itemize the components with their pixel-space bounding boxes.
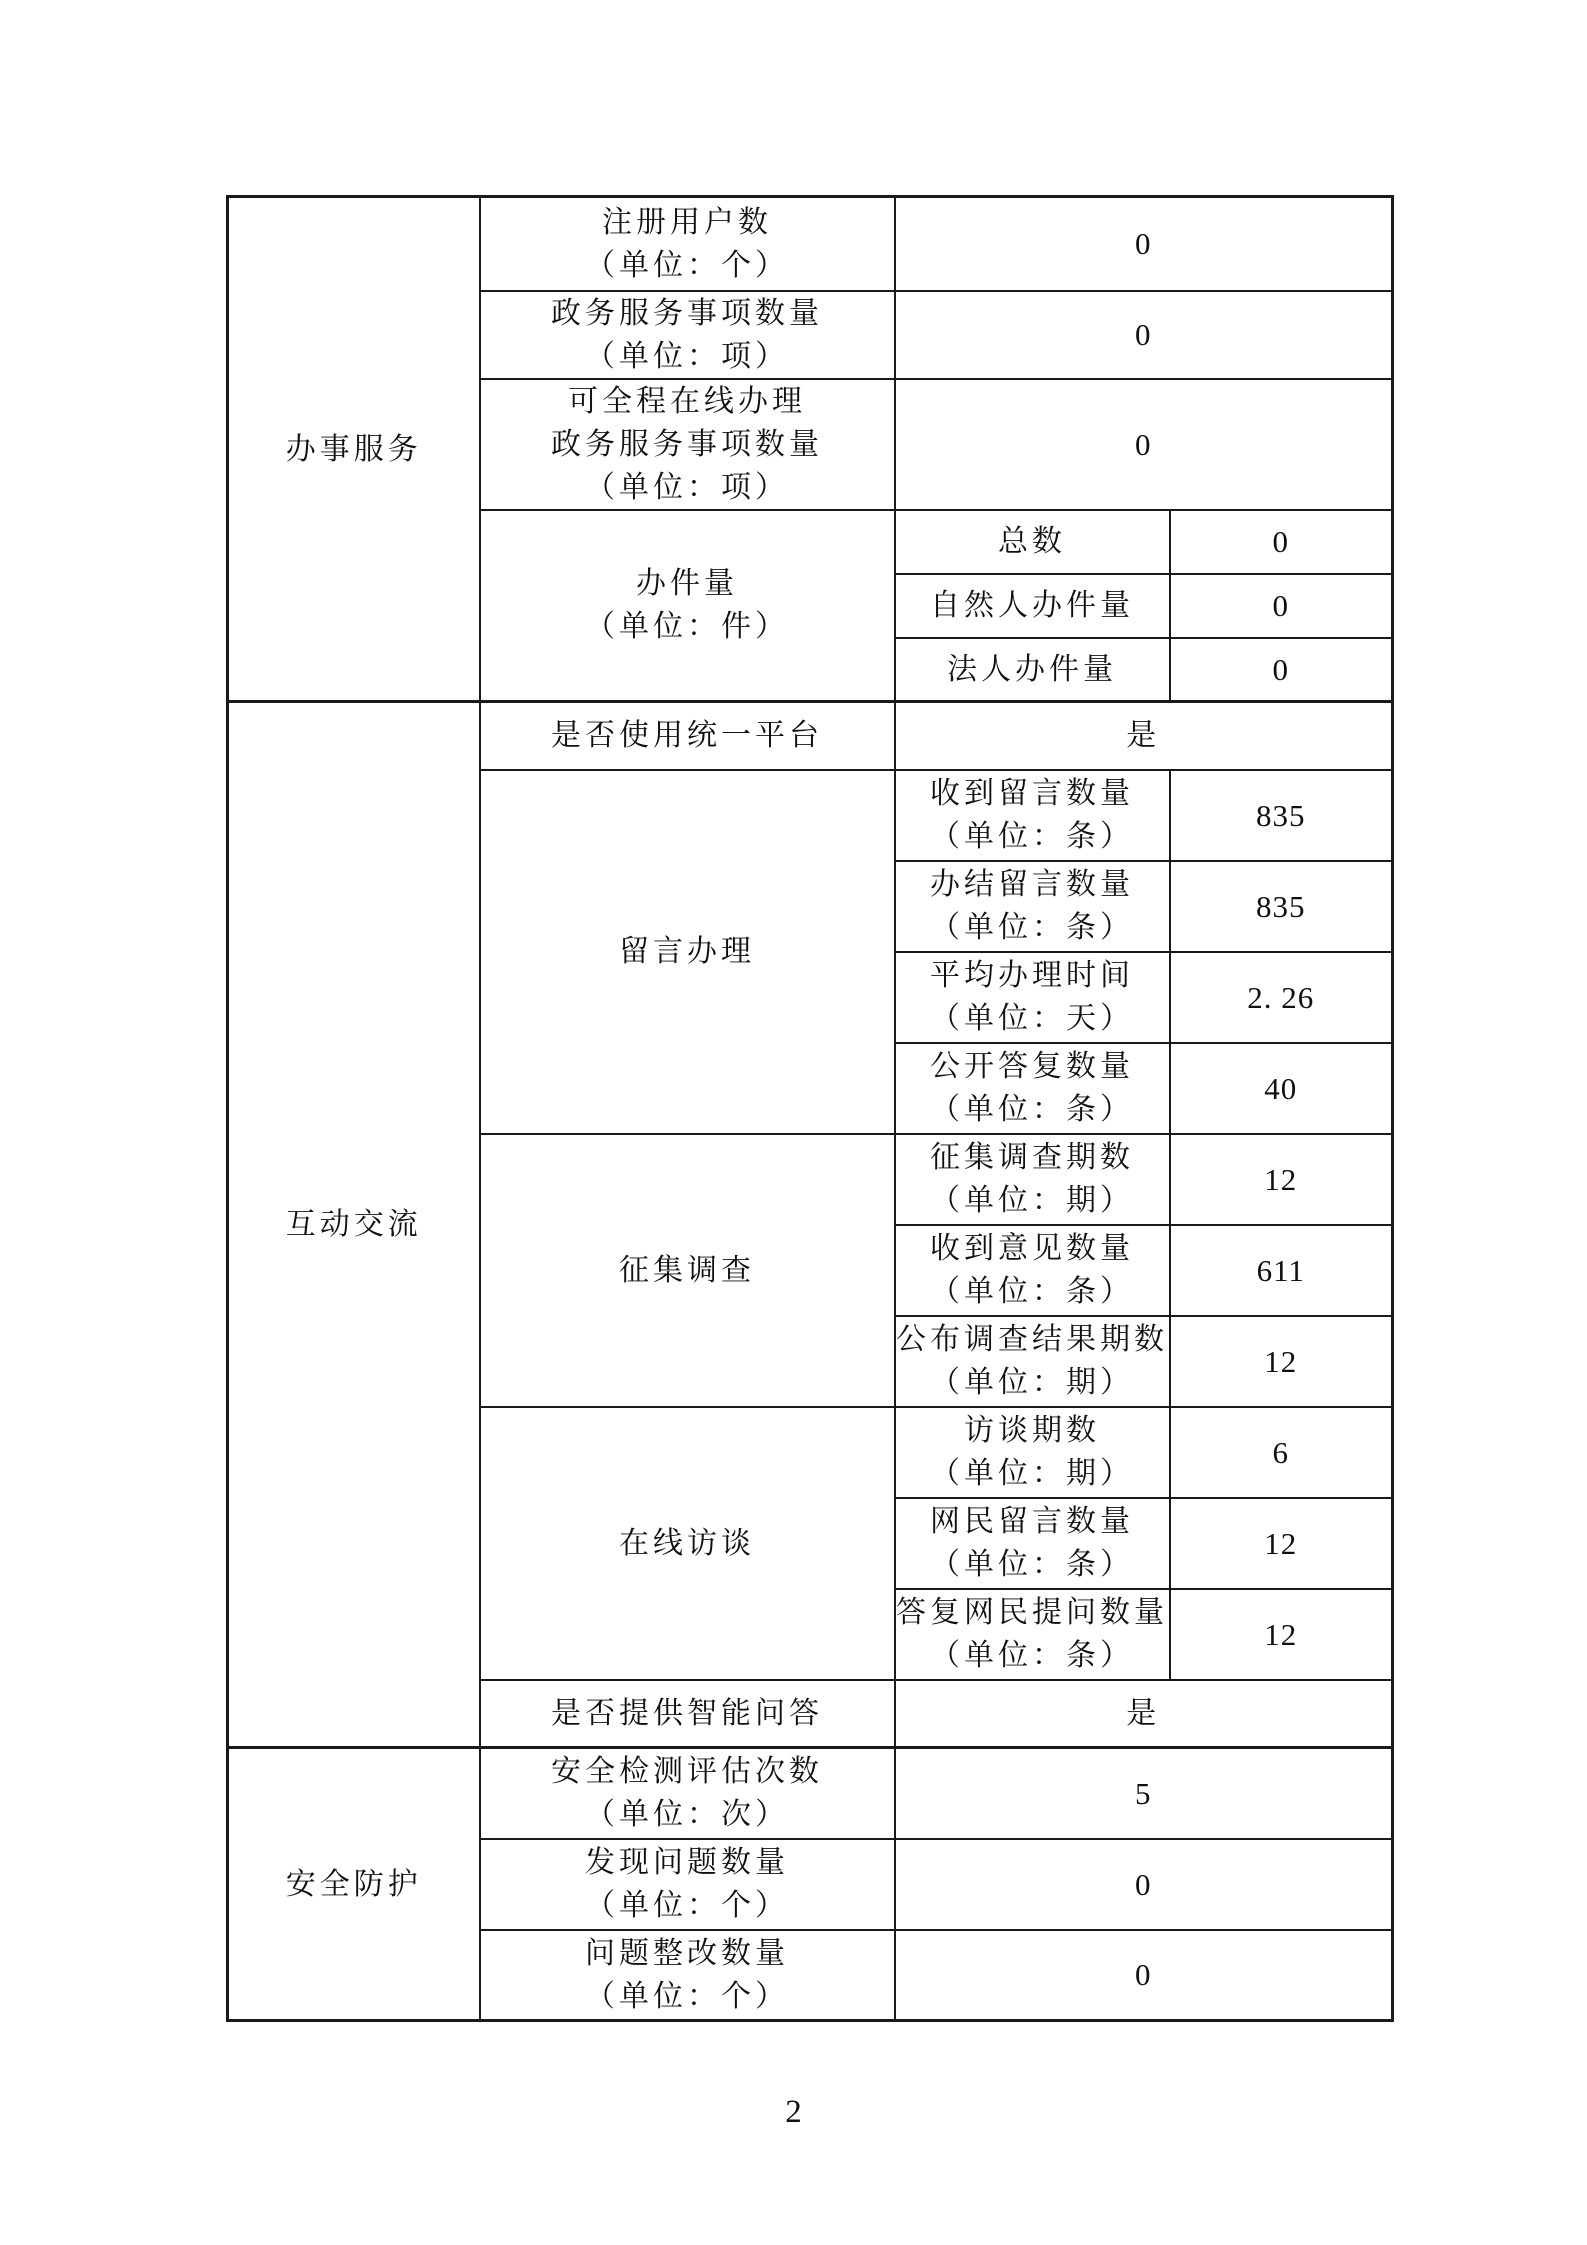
label-cell-problems-rectified: 问题整改数量 （单位：个） <box>480 1930 895 2021</box>
value-cell-interview-periods: 6 <box>1170 1407 1393 1498</box>
subgroup-label-survey: 征集调查 <box>480 1134 895 1407</box>
label-cell-survey-results-published: 公布调查结果期数 （单位：期） <box>895 1316 1170 1407</box>
section-label-service <box>228 197 480 702</box>
value-cell-avg-handling-time: 2. 26 <box>1170 952 1393 1043</box>
value-cell-survey-periods: 12 <box>1170 1134 1393 1225</box>
value-cell-messages-completed: 835 <box>1170 861 1393 952</box>
label-cell-messages-received: 收到留言数量 （单位：条） <box>895 770 1170 861</box>
label-cell-smart-qa: 是否提供智能问答 <box>480 1680 895 1748</box>
value-cell-online-service-items: 0 <box>895 379 1393 510</box>
label-cell-service-items: 政务服务事项数量 （单位：项） <box>480 291 895 379</box>
value-cell-public-replies: 40 <box>1170 1043 1393 1134</box>
table-row <box>228 702 1393 770</box>
value-cell-problems-found: 0 <box>895 1839 1393 1930</box>
label-cell-netizen-questions-answered: 答复网民提问数量 （单位：条） <box>895 1589 1170 1680</box>
table-row <box>228 197 1393 291</box>
subgroup-label-case-volume: 办件量 （单位：件） <box>480 510 895 702</box>
gov-website-report-table <box>226 195 1394 2022</box>
label-cell-avg-handling-time: 平均办理时间 （单位：天） <box>895 952 1170 1043</box>
section-label-text: 互动交流 <box>285 1208 422 1241</box>
label-cell-registered-users: 注册用户数 （单位：个） <box>480 197 895 291</box>
value-cell-unified-platform: 是 <box>895 702 1393 770</box>
value-cell-total: 0 <box>1170 510 1393 574</box>
label-cell-unified-platform: 是否使用统一平台 <box>480 702 895 770</box>
value-cell-smart-qa: 是 <box>895 1680 1393 1748</box>
label-cell-total: 总数 <box>895 510 1170 574</box>
value-cell-legal-person: 0 <box>1170 638 1393 702</box>
label-cell-natural-person: 自然人办件量 <box>895 574 1170 638</box>
value-cell-service-items: 0 <box>895 291 1393 379</box>
value-cell-opinions-received: 611 <box>1170 1225 1393 1316</box>
label-cell-online-service-items: 可全程在线办理 政务服务事项数量 （单位：项） <box>480 379 895 510</box>
value-cell-survey-results-published: 12 <box>1170 1316 1393 1407</box>
label-cell-messages-completed: 办结留言数量 （单位：条） <box>895 861 1170 952</box>
label-cell-interview-periods: 访谈期数 （单位：期） <box>895 1407 1170 1498</box>
value-cell-natural-person: 0 <box>1170 574 1393 638</box>
value-cell-netizen-messages: 12 <box>1170 1498 1393 1589</box>
label-cell-problems-found: 发现问题数量 （单位：个） <box>480 1839 895 1930</box>
value-cell-security-assessments: 5 <box>895 1748 1393 1839</box>
value-cell-problems-rectified: 0 <box>895 1930 1393 2021</box>
page-number: 2 <box>785 2094 802 2130</box>
label-cell-opinions-received: 收到意见数量 （单位：条） <box>895 1225 1170 1316</box>
subgroup-label-online-interview: 在线访谈 <box>480 1407 895 1680</box>
section-label-text: 办事服务 <box>285 432 422 466</box>
section-label-interaction <box>228 702 480 1748</box>
section-label-security <box>228 1748 480 2021</box>
table-row <box>228 1748 1393 1839</box>
label-cell-survey-periods: 征集调查期数 （单位：期） <box>895 1134 1170 1225</box>
label-cell-security-assessments: 安全检测评估次数 （单位：次） <box>480 1748 895 1839</box>
value-cell-netizen-questions-answered: 12 <box>1170 1589 1393 1680</box>
label-cell-public-replies: 公开答复数量 （单位：条） <box>895 1043 1170 1134</box>
subgroup-label-message-handling: 留言办理 <box>480 770 895 1134</box>
value-cell-registered-users: 0 <box>895 197 1393 291</box>
label-cell-netizen-messages: 网民留言数量 （单位：条） <box>895 1498 1170 1589</box>
section-label-text: 安全防护 <box>285 1867 422 1901</box>
value-cell-messages-received: 835 <box>1170 770 1393 861</box>
label-cell-legal-person: 法人办件量 <box>895 638 1170 702</box>
